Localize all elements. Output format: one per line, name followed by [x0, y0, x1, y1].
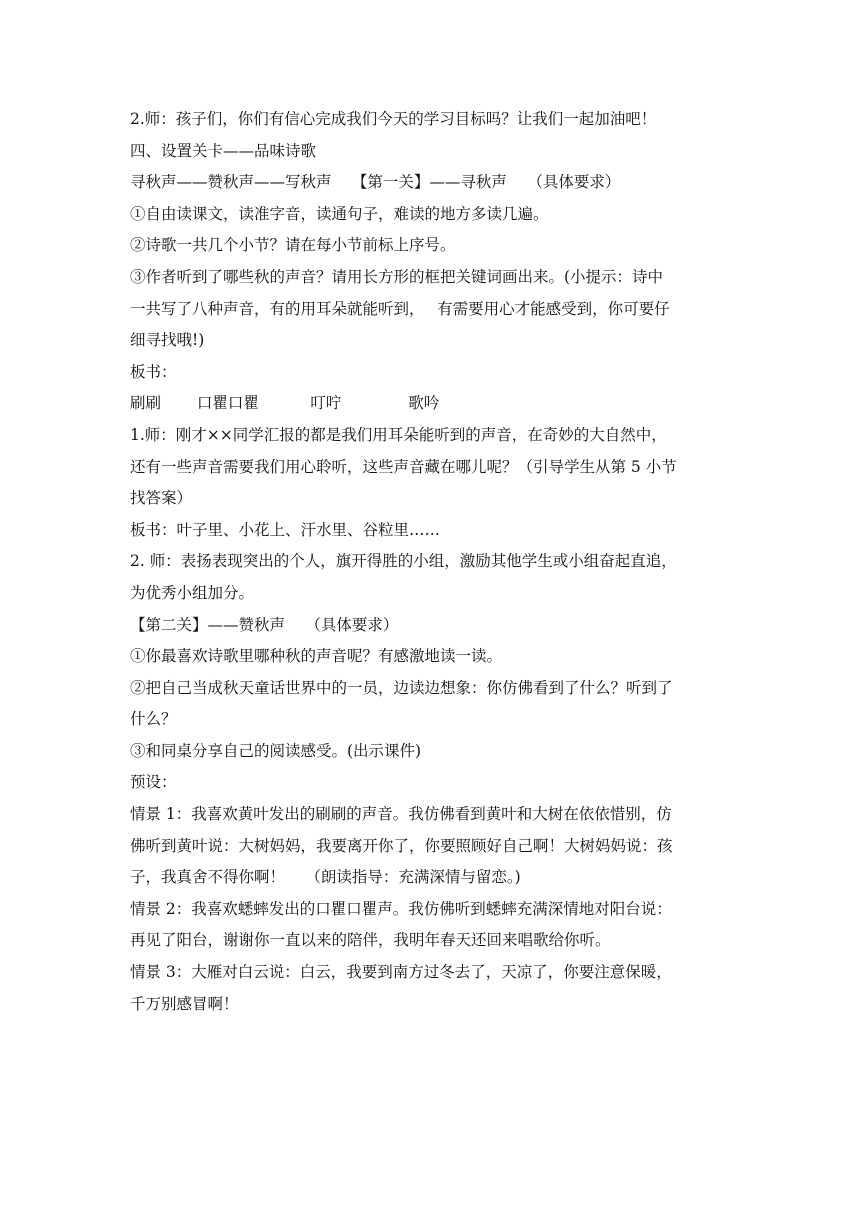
text-line: 佛听到黄叶说：大树妈妈，我要离开你了，你要照顾好自己啊！大树妈妈说：孩	[130, 836, 673, 855]
text-line: 什么？	[130, 710, 177, 729]
text-line: 预设：	[130, 773, 177, 792]
text-line: 子，我真舍不得你啊！ （朗读指导：充满深情与留恋。)	[130, 868, 521, 887]
text-line: ①自由读课文，读准字音，读通句子，难读的地方多读几遍。	[130, 204, 549, 223]
text-line: 2.师：孩子们，你们有信心完成我们今天的学习目标吗？让我们一起加油吧！	[130, 110, 657, 128]
text-line: 【第二关】——赞秋声 （具体要求）	[130, 615, 399, 634]
text-line: ②诗歌一共几个小节？请在每小节前标上序号。	[130, 236, 456, 255]
text-line: 细寻找哦!)	[130, 331, 205, 350]
text-line: 还有一些声音需要我们用心聆听，这些声音藏在哪儿呢？（引导学生从第 5 小节	[130, 457, 677, 476]
text-line: 找答案）	[130, 489, 193, 508]
text-line: 板书：	[130, 362, 177, 381]
text-line: 刷刷 口瞿口瞿 叮咛 歌吟	[130, 394, 440, 413]
text-line: 情景 1：我喜欢黄叶发出的刷刷的声音。我仿佛看到黄叶和大树在依依惜别，仿	[130, 805, 672, 824]
text-line: 2. 师：表扬表现突出的个人，旗开得胜的小组，激励其他学生或小组奋起直追，	[130, 552, 677, 571]
text-line: ①你最喜欢诗歌里哪种秋的声音呢？有感激地读一读。	[130, 647, 503, 666]
text-line: 情景 3：大雁对白云说：白云，我要到南方过冬去了，天凉了，你要注意保暖，	[130, 963, 672, 982]
text-line: ③和同桌分享自己的阅读感受。(出示课件)	[130, 741, 422, 760]
text-line: 为优秀小组加分。	[130, 583, 255, 602]
text-line: ③作者听到了哪些秋的声音？请用长方形的框把关键词画出来。(小提示：诗中	[130, 267, 664, 286]
text-line: 千万别感冒啊！	[130, 994, 239, 1013]
text-line: 情景 2：我喜欢蟋蟀发出的口瞿口瞿声。我仿佛听到蟋蟀充满深情地对阳台说：	[130, 899, 672, 918]
text-line: 寻秋声——赞秋声——写秋声 【第一关】——寻秋声 （具体要求）	[130, 173, 621, 192]
section-heading: 四、设置关卡——品味诗歌	[130, 141, 317, 160]
text-line: ②把自己当成秋天童话世界中的一员，边读边想象：你仿佛看到了什么？听到了	[130, 678, 673, 697]
document-body	[130, 104, 730, 1020]
text-line: 再见了阳台，谢谢你一直以来的陪伴，我明年春天还回来唱歌给你听。	[130, 931, 611, 950]
text-line: 一共写了八种声音，有的用耳朵就能听到， 有需要用心才能感受到，你可要仔	[130, 299, 670, 318]
text-line: 板书：叶子里、小花上、汗水里、谷粒里……	[130, 520, 441, 539]
text-line: 1.师：刚才××同学汇报的都是我们用耳朵能听到的声音，在奇妙的大自然中，	[130, 425, 667, 444]
